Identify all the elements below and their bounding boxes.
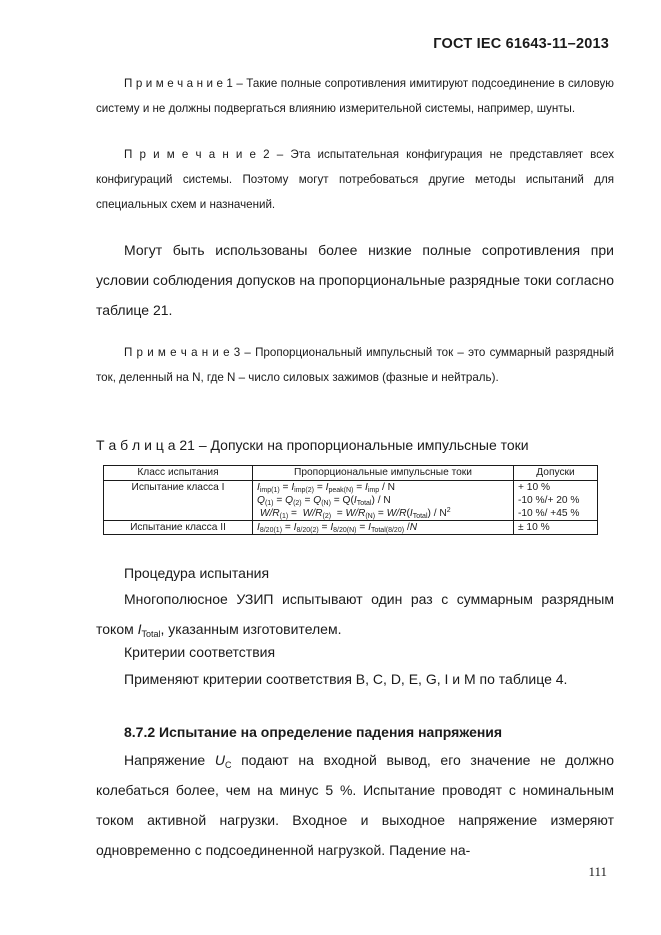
- note-1-text: – Такие полные сопротивления имитируют подсоединение в силовую систему и не должны подвергаться влиянию измерительной системы, например, шунты.: [96, 77, 615, 115]
- paragraph-lower-impedances: Могут быть использованы более низкие полные сопротивления при условии соблюдения допусков на пропорциональные разрядные токи согласно таблице 21.: [96, 242, 614, 318]
- criteria-title: Критерии соответствия: [124, 644, 276, 660]
- criteria-text: Применяют критерии соответствия B, C, D, E, G, I и M по таблице 4.: [124, 671, 568, 687]
- table-header-row: [104, 466, 598, 481]
- note-2-label: П р и м е ч а н и е 2: [124, 148, 270, 161]
- header-tolerances: Допуски: [514, 466, 598, 481]
- note-2: [96, 142, 614, 217]
- table-row-class-1: [104, 481, 598, 521]
- header-test-class: Класс испытания: [104, 466, 253, 481]
- note-3-label: П р и м е ч а н и е 3: [124, 346, 241, 359]
- note-3-text: – Пропорциональный импульсный ток – это суммарный разрядный ток, деленный на N, где N – число силовых зажимов (фазные и нейтраль).: [96, 346, 614, 384]
- cell-formulas-class-1: $I_{imp(1)} = I_{imp(2)} = I_{peak(N)} = I_{imp} / N$ $Q_{(1)} = Q_{(2)} = Q_{(N)} = Q(I_{Total}) / N$ $W/R_{(1)} = W/R_{(2)} = W/R_{(N)} = W/R(I_{Total}) / N^2$: [253, 481, 514, 521]
- note-1-label: П р и м е ч а н и е 1: [124, 77, 233, 90]
- cell-tolerances-class-2: ± 10 %: [514, 521, 598, 535]
- note-3: [96, 340, 614, 390]
- voltage-drop-text: Напряжение $U_C$ подают на входной вывод, его значение не должно колебаться более, чем на минус 5 %. Испытание проводят с номинальным током активной нагрузки. Входное и выходное напряжение измеряют одновременно с подсоединенной нагрузкой. Падение на-: [96, 752, 614, 858]
- procedure-title: Процедура испытания: [124, 565, 270, 581]
- section-heading: 8.7.2 Испытание на определение падения напряжения: [124, 724, 503, 740]
- table-row-class-2: [104, 521, 598, 535]
- cell-class-1: Испытание класса I: [104, 481, 253, 521]
- table-caption: Т а б л и ц а 21 – Допуски на пропорциональные импульсные токи: [96, 437, 529, 453]
- note-2-text: – Эта испытательная конфигурация не представляет всех конфигураций системы. Поэтому могут потребоваться другие методы испытаний для специальных схем и назначений.: [96, 148, 615, 211]
- note-1: [96, 71, 614, 121]
- document-header: ГОСТ IEC 61643-11–2013: [433, 36, 609, 52]
- header-proportional-currents: Пропорциональные импульсные токи: [253, 466, 514, 481]
- table-21: [103, 465, 598, 535]
- cell-formulas-class-2: $I_{8/20(1)} = I_{8/20(2)} = I_{8/20(N)} = I_{Total(8/20)}$ /N: [253, 521, 514, 535]
- cell-class-2: Испытание класса II: [104, 521, 253, 535]
- page-number: 111: [588, 864, 607, 879]
- procedure-text: Многополюсное УЗИП испытывают один раз с суммарным разрядным током $I_{Total}$, указанным изготовителем.: [96, 591, 614, 639]
- cell-tolerances-class-1: + 10 % -10 %/+ 20 % -10 %/ +45 %: [514, 481, 598, 521]
